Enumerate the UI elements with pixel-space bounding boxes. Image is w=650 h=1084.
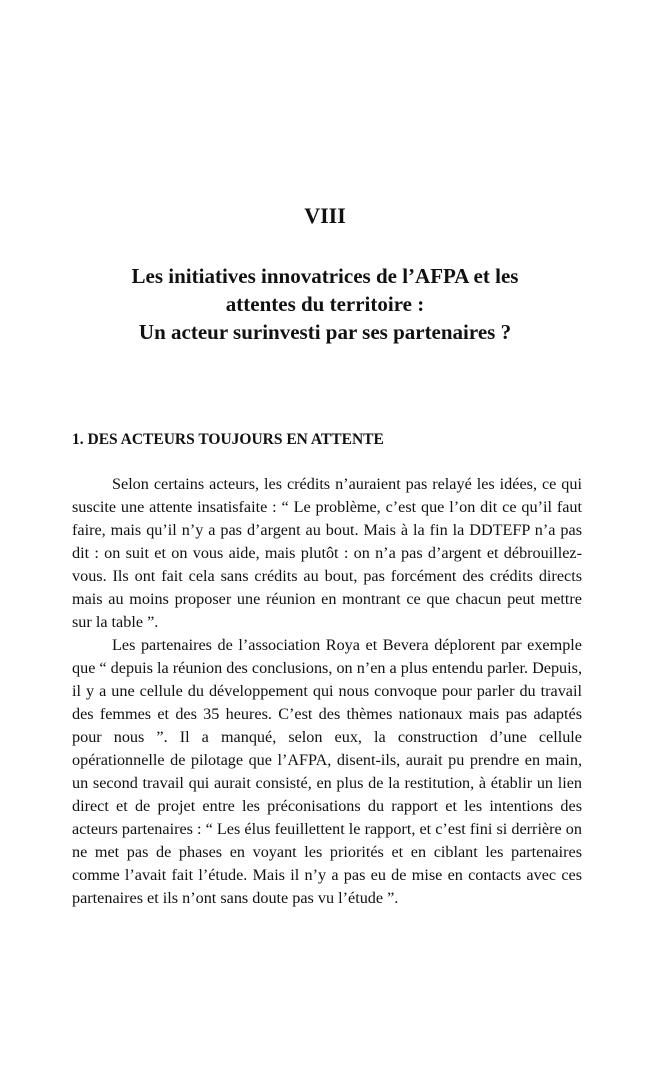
chapter-title-line-3: Un acteur surinvesti par ses partenaires ? — [138, 320, 512, 344]
paragraph-1: Selon certains acteurs, les crédits n’auraient pas relayé les idées, ce qui suscite une attente insatisfaite : “ Le problème, c’est que l’on dit ce qu’il faut faire, mais qu’il n’y a pas d’argent au bout. Mais à la fin la DDTEFP n’a pas dit : on suit et on vous aide, mais plutôt : on n’a pas d’argent et débrouillez-vous. Ils ont fait cela sans crédits au bout, pas forcément des crédits directs mais au moins proposer une réunion en montrant ce que chacun peut mettre sur la table ”. — [72, 475, 582, 631]
body-text — [72, 473, 582, 910]
chapter-number: VIII — [304, 203, 346, 228]
section-heading: 1. DES ACTEURS TOUJOURS EN ATTENTE — [72, 431, 384, 448]
chapter-title — [0, 262, 650, 346]
chapter-title-line-1: Les initiatives innovatrices de l’AFPA et les — [131, 264, 519, 288]
paragraph-2: Les partenaires de l’association Roya et Bevera déplorent par exemple que “ depuis la réunion des conclusions, on n’en a plus entendu parler. Depuis, il y a une cellule du développement qui nous convoque pour parler du travail des femmes et des 35 heures. C’est des thèmes nationaux mais pas adaptés pour nous ”. Il a manqué, selon eux, la construction d’une cellule opérationnelle de pilotage que l’AFPA, disent-ils, aurait pu prendre en main, un second travail qui aurait consisté, en plus de la restitution, à établir un lien direct et de projet entre les préconisations du rapport et les intentions des acteurs partenaires : “ Les élus feuillettent le rapport, et c’est fini si derrière on ne met pas de phases en voyant les priorités et en ciblant les partenaires comme l’avait fait l’étude. Mais il n’y a pas eu de mise en contacts avec ces partenaires et ils n’ont sans doute pas vu l’étude ”. — [72, 636, 582, 907]
chapter-title-line-2: attentes du territoire : — [225, 292, 425, 316]
